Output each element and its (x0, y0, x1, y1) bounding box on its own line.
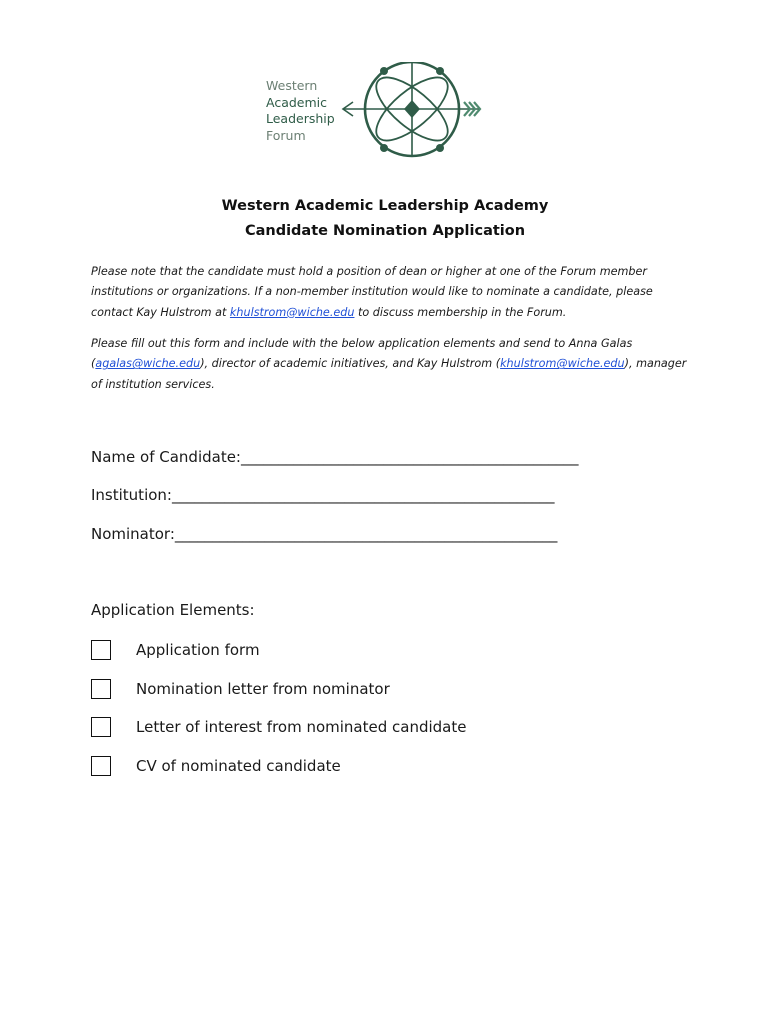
logo-line-academic: Academic (266, 94, 328, 110)
checklist-item-letter-of-interest (91, 717, 591, 741)
submission-instructions (91, 334, 691, 395)
checklist-label: CV of nominated candidate (136, 757, 341, 775)
membership-note (91, 262, 691, 323)
letter-of-interest-checkbox[interactable] (91, 717, 111, 737)
title-line-2: Candidate Nomination Application (244, 223, 526, 239)
logo-line-leadership: Leadership (266, 111, 335, 126)
checklist-label: Application form (136, 641, 260, 659)
nominator-field[interactable]: Nominator:___________________________________________________ (91, 525, 558, 543)
instructions-text-end: ), manager of institution services. (91, 357, 687, 391)
cv-checkbox[interactable] (91, 756, 111, 776)
forum-logo (258, 62, 490, 162)
agalas-email-link[interactable]: agalas@wiche.edu (95, 357, 201, 371)
application-form-checkbox[interactable] (91, 640, 111, 660)
institution-field[interactable]: Institution:___________________________________________________ (91, 486, 555, 504)
membership-note-text: Please note that the candidate must hold a position of dean or higher at one of the Forum member institutions or organizations. If a non-member institution would like to nominate a candidate, please contact Kay Hulstrom at (91, 265, 653, 319)
logo-text (266, 78, 335, 144)
checklist-label: Nomination letter from nominator (136, 680, 390, 698)
title-line-1: Western Academic Leadership Academy (221, 198, 549, 214)
document-title (0, 194, 770, 244)
checklist-item-application-form (91, 640, 591, 664)
khulstrom-email-link-2[interactable]: khulstrom@wiche.edu (500, 357, 625, 371)
logo-line-forum: Forum (266, 127, 306, 143)
membership-note-end: to discuss membership in the Forum. (354, 305, 567, 319)
checklist-item-nomination-letter (91, 679, 591, 703)
logo-line-western: Western (266, 78, 318, 93)
checklist-label: Letter of interest from nominated candidate (136, 718, 467, 736)
application-elements-heading: Application Elements: (91, 601, 255, 619)
checklist-item-cv (91, 756, 591, 780)
candidate-name-field[interactable]: Name of Candidate:_____________________________________________ (91, 448, 579, 466)
nomination-letter-checkbox[interactable] (91, 679, 111, 699)
khulstrom-email-link[interactable]: khulstrom@wiche.edu (229, 305, 355, 319)
instructions-text-middle: ), director of academic initiatives, and Kay Hulstrom ( (200, 357, 501, 371)
instructions-text-start: Please fill out this form and include with the below application elements and send to Anna Galas ( (91, 337, 633, 371)
